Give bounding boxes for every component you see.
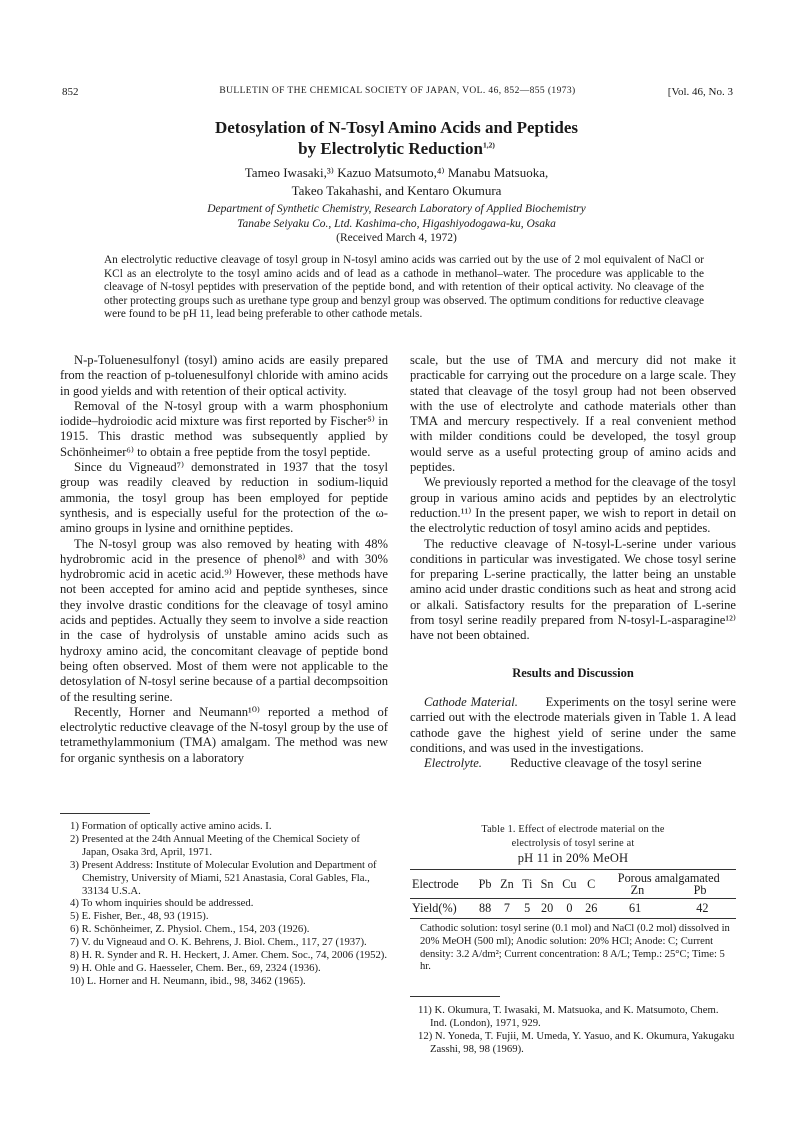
table-header-cell: Zn <box>630 883 645 897</box>
table-caption-line-1: Table 1. Effect of electrode material on the <box>481 824 665 835</box>
table-header-label: Electrode <box>410 870 474 899</box>
authors-line-1: Tameo Iwasaki,³⁾ Kazuo Matsumoto,⁴⁾ Manabu Matsuoka, <box>244 165 549 180</box>
footnote: 4) To whom inquiries should be addressed. <box>70 897 254 910</box>
table-header-cell: Pb <box>693 883 707 897</box>
electrolyte-text: Reductive cleavage of the tosyl serine <box>510 756 702 771</box>
table-header-cell: Ti <box>518 870 536 899</box>
table-caption <box>410 823 736 867</box>
footnote-divider <box>410 996 500 997</box>
footnote: 7) V. du Vigneaud and O. K. Behrens, J. Biol. Chem., 117, 27 (1937). <box>70 936 367 949</box>
journal-citation: BULLETIN OF THE CHEMICAL SOCIETY OF JAPAN, VOL. 46, 852—855 (1973) <box>219 86 576 96</box>
table-header-cell: Cu <box>558 870 581 899</box>
footnote: 1) Formation of optically active amino acids. I. <box>70 820 272 832</box>
table-1 <box>410 823 736 974</box>
body-paragraph <box>410 756 736 771</box>
footnote: 12) N. Yoneda, T. Fujii, M. Umeda, Y. Yasuo, and K. Okumura, Yakugaku Zasshi, 98, 98 (1969). <box>418 1029 735 1055</box>
abstract: An electrolytic reductive cleavage of tosyl group in N-tosyl amino acids was carried out by the use of 2 mol equivalent of NaCl or KCl as an electrolyte to the tosyl amino acids and of lead as a cathode in methanol–water. The procedure was applicable to the cleavage of N-tosyl peptides with preservation of the peptide bond, and with retention of their optical activity. No cleavage of the other protecting groups such as urethane type group and benzyl group was observed. The optimum conditions for reductive cleavage were found to be pH 11, lead being preferable to other cathode metals. <box>104 254 704 321</box>
table-header-cell: Sn <box>536 870 557 899</box>
affiliation <box>60 202 733 232</box>
table-header-row <box>410 870 736 899</box>
table-cell: 20 <box>536 899 557 919</box>
table-cell: 88 <box>474 899 495 919</box>
page-number: 852 <box>62 86 79 98</box>
table-header-amalgam <box>601 870 736 899</box>
authors-line-2: Takeo Takahashi, and Kentaro Okumura <box>291 183 502 198</box>
section-heading: Results and Discussion <box>512 665 634 680</box>
title-line-1: Detosylation of N-Tosyl Amino Acids and Peptides <box>214 118 579 137</box>
table-header-cell: Pb <box>474 870 495 899</box>
table-cell: 5 <box>518 899 536 919</box>
table-cell: 7 <box>496 899 518 919</box>
table-cell: 42 <box>669 899 736 919</box>
left-column <box>60 353 388 766</box>
footnote: 6) R. Schönheimer, Z. Physiol. Chem., 154, 203 (1926). <box>70 923 310 936</box>
table-cell: 0 <box>558 899 581 919</box>
table-caption-line-3: pH 11 in 20% MeOH <box>517 851 629 865</box>
received-date: (Received March 4, 1972) <box>336 232 457 244</box>
table-note: Cathodic solution: tosyl serine (0.1 mol) and NaCl (0.2 mol) dissolved in 20% MeOH (500 ml); Anodic solution: 20% HCl; Anode: C; Current density: 3.2 A/dm²; Current concentration: 8 A/L; Temp.: 25°C; Time: 5 hr. <box>420 923 730 973</box>
footnotes-right <box>418 1004 736 1056</box>
body-paragraph: Recently, Horner and Neumann¹⁰⁾ reported a method of electrolytic reductive cleavage of the N-tosyl group by the use of tetramethylammonium (TMA) amalgam. The method was new for organic synthesis on a laboratory <box>60 704 388 765</box>
subheading-electrolyte: Electrolyte. <box>424 756 482 771</box>
row-label: Yield(%) <box>410 899 474 919</box>
footnote: 9) H. Ohle and G. Haesseler, Chem. Ber., 69, 2324 (1936). <box>70 961 321 974</box>
footnote: 5) E. Fisher, Ber., 48, 93 (1915). <box>70 910 209 923</box>
body-paragraph: Since du Vigneaud⁷⁾ demonstrated in 1937 that the tosyl group was readily cleaved by reduction in sodium-liquid ammonia, the tosyl group has been employed for peptide synthesis, and is especially useful for the protection of the ω-amino groups in lysine and ornithine peptides. <box>60 460 388 536</box>
author-list <box>60 164 733 200</box>
affiliation-line-2: Tanabe Seiyaku Co., Ltd. Kashima-cho, Higashiyodogawa-ku, Osaka <box>237 218 556 230</box>
paper-title <box>60 117 733 159</box>
body-paragraph <box>410 695 736 756</box>
body-paragraph: Removal of the N-tosyl group with a warm phosphonium iodide–hydroiodic acid mixture was first reported by Fischer⁵⁾ in 1915. This drastic method was subsequently applied by Schönheimer⁶⁾ to obtain a free peptide from the tosyl peptide. <box>60 398 388 459</box>
body-paragraph: The N-tosyl group was also removed by heating with 48% hydrobromic acid in the presence of phenol⁸⁾ and with 30% hydrobromic acid in acetic acid.⁹⁾ However, these methods have not been accepted for amino acid and peptide syntheses, since they involve drastic conditions for the cleavage of tosyl amino acids and peptides. Actually they seem to involve a side reaction in the case of hydrolysis of unstable amino acids such as hydroxy amino acid, the concomitant cleavage of peptide bond being often observed. Most of them were not applicable to the detosylation of N-tosyl serine because of a partial decompsoition of the resulting serine. <box>60 536 388 704</box>
table-1-grid <box>410 869 736 919</box>
footnote: 10) L. Horner and H. Neumann, ibid., 98, 3462 (1965). <box>70 974 306 987</box>
title-footnote-mark: 1,2) <box>482 140 495 150</box>
body-paragraph: N-p-Toluenesulfonyl (tosyl) amino acids are easily prepared from the reaction of p-toluenesulfonyl chloride with amino acids in good yields and with retention of their optical activity. <box>60 353 388 398</box>
table-header-cell: C <box>581 870 602 899</box>
title-line-2: by Electrolytic Reduction <box>298 139 483 158</box>
body-paragraph: The reductive cleavage of N-tosyl-L-serine under various conditions in particular was investigated. We chose tosyl serine for preparing L-serine practically, the latter being an unstable amino acid under drastic conditions such as heat and strong acid or alkali. Satisfactory results for the preparation of L-serine from tosyl serine readily prepared from N-tosyl-L-asparagine¹²⁾ have not been obtained. <box>410 536 736 643</box>
footnote: 2) Presented at the 24th Annual Meeting of the Chemical Society of Japan, Osaka 3rd, April, 1971. <box>70 832 360 858</box>
footnote: 11) K. Okumura, T. Iwasaki, M. Matsuoka, and K. Matsumoto, Chem. Ind. (London), 1971, 929. <box>418 1004 719 1029</box>
table-cell: 61 <box>601 899 668 919</box>
footnote: 8) H. R. Synder and R. H. Heckert, J. Amer. Chem. Soc., 74, 2006 (1952). <box>70 949 388 962</box>
affiliation-line-1: Department of Synthetic Chemistry, Research Laboratory of Applied Biochemistry <box>207 203 586 215</box>
table-caption-line-2: electrolysis of tosyl serine at <box>511 838 635 849</box>
right-column <box>410 353 736 771</box>
table-cell: 26 <box>581 899 602 919</box>
footnote: 3) Present Address: Institute of Molecular Evolution and Department of Chemistry, University of Miami, 521 Anastasia, Coral Gables, Fla., 33134 U.S.A. <box>70 858 377 897</box>
running-head <box>62 86 733 100</box>
body-paragraph: scale, but the use of TMA and mercury did not make it practicable for carrying out the procedure on a large scale. They stated that cleavage of the tosyl group had not been observed with the use of electrolyte and cathode materials other than TMA and mercury respectively. If a real convenient method with milder conditions could be developed, the tosyl group would serve as a useful protecting group of amino acids and peptides. <box>410 353 736 475</box>
cathode-text: Experiments on the tosyl serine were carried out with the electrode materials given in Table 1. A lead cathode gave the highest yield of serine under the same conditions, and was used in the investigations. <box>410 694 737 755</box>
table-row <box>410 899 736 919</box>
body-paragraph: We previously reported a method for the cleavage of the tosyl group in various amino acids and peptides by an electrolytic reduction.¹¹⁾ In the present paper, we wish to report in detail on the electrolytic reduction of tosyl amino acids and peptides. <box>410 475 736 536</box>
table-header-cell: Zn <box>496 870 518 899</box>
subheading-cathode: Cathode Material. <box>424 694 518 709</box>
footnotes-left <box>70 820 388 988</box>
amalgam-label: Porous amalgamated <box>617 871 720 885</box>
volume-issue: [Vol. 46, No. 3 <box>667 86 733 98</box>
footnote-divider <box>60 813 150 814</box>
